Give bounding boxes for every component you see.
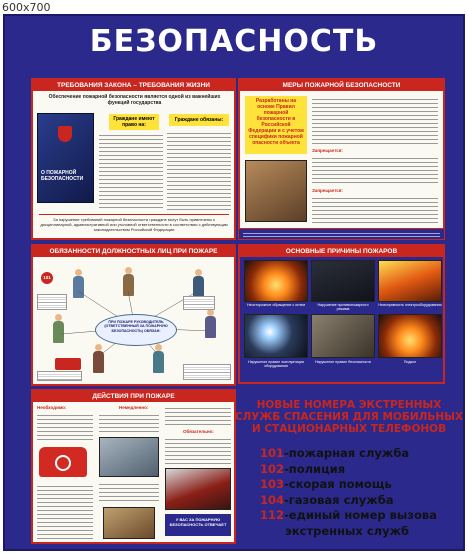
cause-photo-welding xyxy=(244,314,308,358)
duties-center-ellipse xyxy=(95,314,177,346)
duty-note-4 xyxy=(183,364,231,380)
actions-footer: У ВАС ЗА ПОЖАРНУЮ БЕЗОПАСНОСТЬ ОТВЕЧАЕТ xyxy=(165,514,231,536)
emergency-number: 104 xyxy=(260,492,285,507)
actions-text-2 xyxy=(37,483,93,539)
emergency-service: -пожарная служба xyxy=(284,446,410,460)
measures-intro: Разработаны на основе Правил пожарной безопасности в Российской Федерации и с учетом специфики пожарной опасности объекта xyxy=(245,96,307,154)
emergency-number-row xyxy=(260,508,460,524)
law-footer: За нарушение требований пожарной безопасности граждане могут быть привлечены к дисциплинарной, административной или уголовной ответственности в соответствии с действующим законодательством Российской Федерации xyxy=(39,214,229,232)
causes-panel xyxy=(238,244,445,384)
emergency-number-row xyxy=(260,462,460,478)
emergency-number: 102 xyxy=(260,461,285,476)
cause-caption-5: Нарушение правил безопасности xyxy=(315,360,371,364)
measures-panel-title: МЕРЫ ПОЖАРНОЙ БЕЗОПАСНОСТИ xyxy=(240,80,443,91)
cause-caption-2: Нарушение противопожарного режима xyxy=(317,303,369,312)
law-panel xyxy=(31,78,236,240)
poster-title: БЕЗОПАСНОСТЬ xyxy=(89,24,379,59)
emergency-number-row xyxy=(260,493,460,509)
actions-panel-title: ДЕЙСТВИЯ ПРИ ПОЖАРЕ xyxy=(33,391,234,402)
actions-text-6 xyxy=(165,436,231,464)
rights-text-block xyxy=(99,132,163,210)
cause-photo-smoking xyxy=(311,260,375,302)
actions-text-4 xyxy=(99,481,159,503)
phone-101-badge: 101 xyxy=(41,272,53,284)
cause-caption-6: Поджог xyxy=(403,360,417,364)
emergency-service: -скорая помощь xyxy=(284,477,392,491)
law-book-label: О ПОЖАРНОЙ БЕЗОПАСНОСТИ xyxy=(41,170,84,182)
duties-center-text: ПРИ ПОЖАРЕ РУКОВОДИТЕЛЬ (ОТВЕТСТВЕННЫЙ ЗА ПОЖАРНУЮ БЕЗОПАСНОСТЬ) ОБЯЗАН: xyxy=(104,320,168,333)
archive-room-photo xyxy=(245,160,307,222)
emergency-service: -полиция xyxy=(284,461,346,476)
duty-note-2 xyxy=(183,296,215,310)
law-intro: Обеспечение пожарной безопасности является одной из важнейших функций государства xyxy=(48,94,221,106)
phone-icon xyxy=(39,447,87,477)
emergency-service: -единый номер вызова xyxy=(284,508,437,522)
measures-list-title-2: Запрещается: xyxy=(312,188,343,193)
measures-list-title-1: Запрещается: xyxy=(312,148,343,153)
duties-text-block xyxy=(167,130,231,212)
duty-note-1 xyxy=(37,294,67,310)
duties-label: Граждане обязаны: xyxy=(169,114,229,126)
measures-text-top xyxy=(312,96,438,144)
measures-panel xyxy=(238,78,445,240)
cause-photo-bus-fire xyxy=(378,260,442,302)
action-photo-fire-truck xyxy=(165,468,231,510)
emergency-number: 112 xyxy=(260,508,285,522)
emergency-number-row xyxy=(260,477,460,493)
law-book-image xyxy=(37,113,94,203)
measures-footer-bar xyxy=(238,228,445,240)
measures-text-mid xyxy=(312,155,438,185)
actions-text-1 xyxy=(37,412,93,442)
actions-label-1: Необходимо: xyxy=(37,405,67,410)
emergency-last-line: экстренных служб xyxy=(285,523,410,538)
actions-text-5 xyxy=(165,405,231,427)
measures-text-bottom xyxy=(312,195,438,223)
cause-photo-arson xyxy=(378,314,442,358)
rights-label: Граждане имеют право на: xyxy=(109,114,159,130)
emergency-title: НОВЫЕ НОМЕРА ЭКСТРЕННЫХ СЛУЖБ СПАСЕНИЯ ДЛЯ МОБИЛЬНЫХ И СТАЦИОНАРНЫХ ТЕЛЕФОНОВ xyxy=(234,399,464,435)
safety-poster xyxy=(3,14,465,551)
duties-panel-title: ОБЯЗАННОСТИ ДОЛЖНОСТНЫХ ЛИЦ ПРИ ПОЖАРЕ xyxy=(33,246,234,257)
cause-caption-4: Нарушение правил эксплуатации оборудования xyxy=(248,360,304,369)
action-photo-evacuation xyxy=(99,437,159,477)
duty-note-3 xyxy=(37,371,82,381)
emergency-numbers-list xyxy=(260,446,460,539)
cause-photo-wiring xyxy=(311,314,375,358)
actions-label-2: Немедленно: xyxy=(119,405,149,410)
duties-panel xyxy=(31,244,236,386)
emergency-number: 101 xyxy=(260,446,285,460)
cause-photo-candle xyxy=(244,260,308,302)
causes-panel-title: ОСНОВНЫЕ ПРИЧИНЫ ПОЖАРОВ xyxy=(240,246,443,257)
emergency-service: -газовая служба xyxy=(284,492,394,507)
image-size-label: 600x700 xyxy=(2,1,51,14)
coat-of-arms-icon xyxy=(58,126,72,142)
actions-panel xyxy=(31,389,236,544)
emergency-number-row xyxy=(260,446,460,462)
law-panel-title: ТРЕБОВАНИЯ ЗАКОНА – ТРЕБОВАНИЯ ЖИЗНИ xyxy=(33,80,234,91)
actions-text-3 xyxy=(99,412,159,434)
actions-label-3: Обязательно: xyxy=(183,429,214,434)
action-photo-firefighters xyxy=(103,507,155,539)
cause-caption-1: Неосторожное обращение с огнем xyxy=(247,303,305,307)
cause-caption-3: Неисправность электрооборудования xyxy=(378,303,442,307)
emergency-number: 103 xyxy=(260,477,285,491)
